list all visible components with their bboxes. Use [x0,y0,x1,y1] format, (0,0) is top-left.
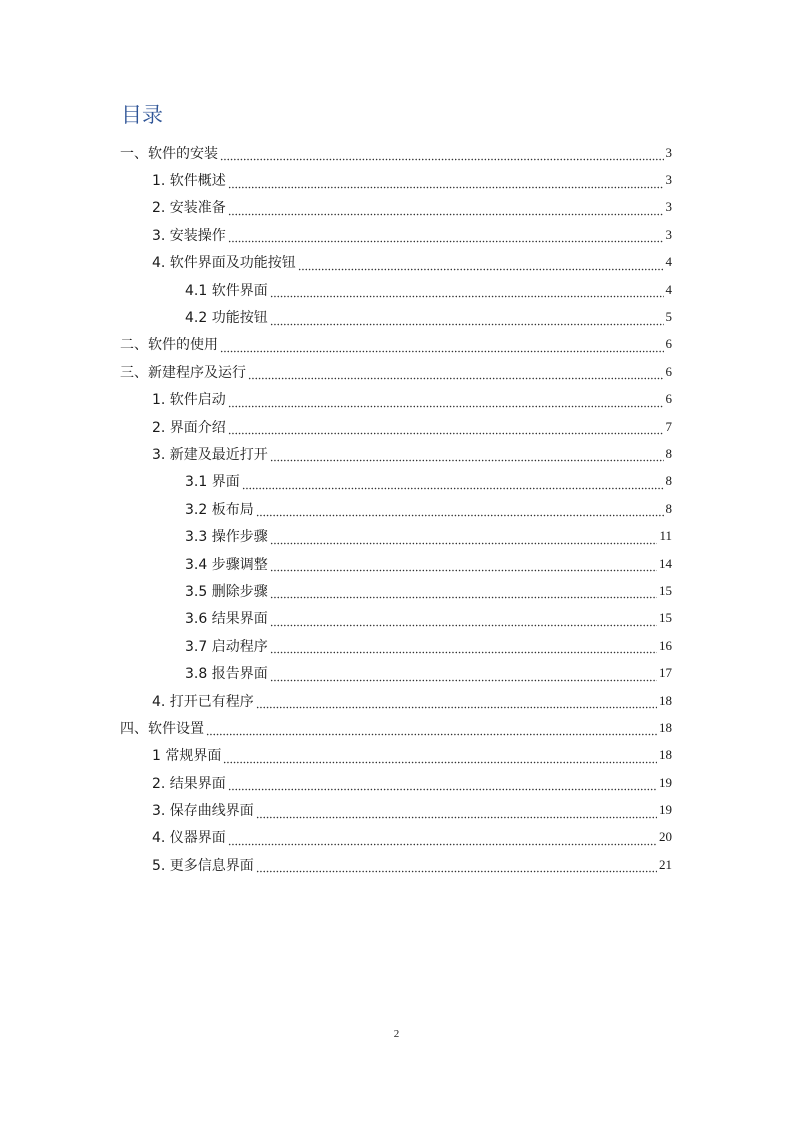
toc-dot-leader [256,696,657,709]
toc-dot-leader [270,313,664,326]
toc-dot-leader [228,833,657,846]
toc-entry-text: 4. 软件界面及功能按钮 [152,255,296,272]
toc-entry-text: 3. 安装操作 [152,227,226,244]
toc-entry[interactable] [0,522,793,549]
toc-dot-leader [228,778,657,791]
toc-title: 目录 [121,103,163,127]
toc-entry[interactable] [0,303,793,330]
toc-entry[interactable] [0,331,793,358]
toc-entry-text: 3. 保存曲线界面 [152,803,254,820]
toc-entry-text: 4.1 软件界面 [185,282,268,299]
toc-entry-page-number: 8 [665,500,672,516]
toc-entry[interactable] [0,413,793,440]
toc-entry[interactable] [0,139,793,166]
toc-entry-text: 3.3 操作步骤 [185,529,268,546]
toc-entry-page-number: 8 [665,473,672,489]
toc-dot-leader [270,285,664,298]
toc-entry-page-number: 19 [659,802,672,818]
toc-entry[interactable] [0,714,793,741]
toc-entry[interactable] [0,276,793,303]
toc-dot-leader [256,860,657,873]
toc-entry[interactable] [0,605,793,632]
toc-entry-page-number: 6 [665,363,672,379]
toc-entry-text: 3.8 报告界面 [185,666,268,683]
toc-entry-text: 1. 软件概述 [152,173,226,190]
toc-dot-leader [248,367,664,380]
toc-entry[interactable] [0,194,793,221]
toc-entry-page-number: 6 [665,391,672,407]
toc-dot-leader [298,258,664,271]
toc-entry[interactable] [0,796,793,823]
toc-dot-leader [270,532,658,545]
toc-dot-leader [206,723,657,736]
toc-entry-text: 2. 界面介绍 [152,419,226,436]
toc-dot-leader [256,504,664,517]
toc-entry-text: 三、新建程序及运行 [120,364,246,381]
toc-entry-page-number: 6 [665,336,672,352]
toc-entry-text: 3.5 删除步骤 [185,583,268,600]
toc-entry[interactable] [0,659,793,686]
toc-entry[interactable] [0,495,793,522]
toc-entry-page-number: 21 [659,856,672,872]
toc-entry[interactable] [0,440,793,467]
toc-entry[interactable] [0,851,793,878]
toc-entry-page-number: 4 [665,254,672,270]
toc-entry-page-number: 20 [659,829,672,845]
toc-dot-leader [228,395,664,408]
toc-entry-text: 4. 仪器界面 [152,830,226,847]
toc-dot-leader [220,340,664,353]
toc-entry-text: 2. 结果界面 [152,775,226,792]
toc-entry-text: 2. 安装准备 [152,200,226,217]
toc-entry-page-number: 18 [659,719,672,735]
toc-entry-text: 一、软件的安装 [120,145,218,162]
toc-entry-page-number: 16 [659,637,672,653]
toc-entry-text: 3.2 板布局 [185,501,254,518]
toc-dot-leader [228,203,664,216]
toc-entry-text: 1. 软件启动 [152,392,226,409]
toc-entry-page-number: 7 [665,418,672,434]
toc-entry-text: 5. 更多信息界面 [152,857,254,874]
toc-entry[interactable] [0,769,793,796]
toc-entry[interactable] [0,577,793,604]
toc-entry-page-number: 15 [659,582,672,598]
toc-entry-page-number: 18 [659,692,672,708]
toc-entry[interactable] [0,166,793,193]
toc-entry-page-number: 14 [659,555,672,571]
toc-entry-text: 3. 新建及最近打开 [152,446,268,463]
toc-entry-text: 1 常规界面 [152,748,222,765]
toc-dot-leader [256,806,657,819]
toc-dot-leader [228,422,664,435]
toc-entry[interactable] [0,632,793,659]
toc-entry[interactable] [0,742,793,769]
toc-dot-leader [270,669,657,682]
toc-entry-text: 3.7 启动程序 [185,638,268,655]
toc-entry-text: 4.2 功能按钮 [185,310,268,327]
toc-dot-leader [223,751,657,764]
toc-entry[interactable] [0,468,793,495]
page-number: 2 [393,1028,400,1040]
toc-entry-page-number: 3 [665,226,672,242]
toc-entry-page-number: 18 [659,747,672,763]
toc-entry-page-number: 17 [659,665,672,681]
toc-entry-text: 3.4 步骤调整 [185,556,268,573]
toc-dot-leader [270,614,657,627]
toc-entry-page-number: 19 [659,774,672,790]
toc-list [0,139,793,879]
toc-entry[interactable] [0,221,793,248]
toc-entry-page-number: 3 [665,172,672,188]
toc-entry[interactable] [0,687,793,714]
toc-entry-text: 4. 打开已有程序 [152,693,254,710]
toc-entry-page-number: 11 [659,528,672,544]
toc-dot-leader [270,586,657,599]
toc-dot-leader [242,477,664,490]
toc-entry-text: 四、软件设置 [120,720,204,737]
toc-dot-leader [228,176,664,189]
toc-entry-page-number: 3 [665,144,672,160]
toc-entry[interactable] [0,249,793,276]
toc-dot-leader [270,559,657,572]
toc-entry-page-number: 15 [659,610,672,626]
toc-entry-page-number: 4 [665,281,672,297]
toc-entry-text: 3.6 结果界面 [185,611,268,628]
toc-entry-page-number: 8 [665,445,672,461]
toc-entry[interactable] [0,550,793,577]
toc-entry-page-number: 3 [665,199,672,215]
toc-entry-page-number: 5 [665,309,672,325]
toc-entry[interactable] [0,386,793,413]
toc-dot-leader [270,641,657,654]
toc-entry[interactable] [0,358,793,385]
toc-entry-text: 3.1 界面 [185,474,240,491]
toc-dot-leader [228,230,664,243]
toc-entry[interactable] [0,824,793,851]
toc-dot-leader [270,449,664,462]
toc-entry-text: 二、软件的使用 [120,337,218,354]
toc-dot-leader [220,148,664,161]
